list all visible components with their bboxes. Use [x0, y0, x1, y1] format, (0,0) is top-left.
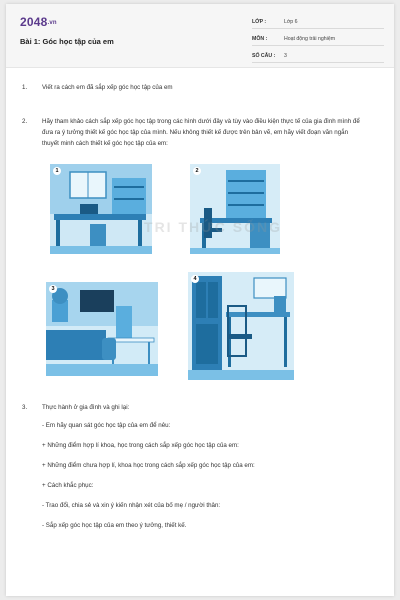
- room-illustration: [50, 164, 152, 254]
- q3-item: - Em hãy quan sát góc học tập của em để nêu:: [42, 422, 171, 429]
- question-number: 3.: [22, 404, 28, 411]
- worksheet-page: [6, 4, 394, 596]
- q3-item: + Cách khắc phục:: [42, 482, 94, 489]
- meta-value: Lớp 6: [284, 19, 298, 25]
- q3-item: + Những điểm hợp lí khoa, học trong cách sắp xếp góc học tập của em:: [42, 442, 239, 449]
- study-corner-image-3: [46, 282, 158, 376]
- study-corner-image-1: [50, 164, 152, 254]
- question-text: Thực hành ở gia đình và ghi lại:: [42, 404, 130, 411]
- room-illustration: [46, 282, 158, 376]
- meta-value: 3: [284, 53, 287, 59]
- room-illustration: [188, 272, 294, 380]
- question-text: Hãy tham khảo cách sắp xếp góc học tập trong các hình dưới đây và tùy vào điều kiện thực tế của gia đình mình để đưa ra ý tưởng thiết kế góc học tập của mình. Nếu không thiết kế được trên bản vẽ, em hãy viết đoạn văn ngắn thuyết minh cách thiết kế góc học tập của em:: [42, 118, 360, 147]
- logo-suffix: .vn: [47, 19, 57, 26]
- q3-item: - Trao đổi, chia sẻ và xin ý kiến nhận xét của bố mẹ / người thân:: [42, 502, 221, 509]
- q3-item: - Sắp xếp góc học tập của em theo ý tưởng, thiết kế.: [42, 522, 187, 529]
- site-logo[interactable]: [20, 15, 57, 29]
- image-number: 1: [53, 167, 61, 175]
- room-illustration: [190, 164, 280, 254]
- logo-text: 2048: [20, 15, 48, 29]
- image-number: 2: [193, 167, 201, 175]
- meta-info: [252, 15, 384, 66]
- study-corner-image-2: [190, 164, 280, 254]
- meta-row-question-count: [252, 49, 384, 63]
- image-number: 4: [191, 275, 199, 283]
- lesson-title: Bài 1: Góc học tập của em: [20, 37, 114, 46]
- study-corner-image-4: [188, 272, 294, 380]
- question-number: 2.: [22, 118, 28, 125]
- question-text: Viết ra cách em đã sắp xếp góc học tập của em: [42, 84, 173, 91]
- question-number: 1.: [22, 84, 28, 91]
- meta-label: SỐ CÂU :: [252, 53, 276, 59]
- meta-value: Hoạt động trải nghiệm: [284, 36, 336, 42]
- meta-label: MÔN :: [252, 36, 268, 42]
- meta-row-subject: [252, 32, 384, 46]
- meta-row-grade: [252, 15, 384, 29]
- q3-item: + Những điểm chưa hợp lí, khoa học trong cách sắp xếp góc học tập của em:: [42, 462, 255, 469]
- image-number: 3: [49, 285, 57, 293]
- watermark-text: TRI THỨC SỐNG: [144, 219, 282, 235]
- meta-label: LỚP :: [252, 19, 267, 25]
- worksheet-header: [6, 4, 394, 68]
